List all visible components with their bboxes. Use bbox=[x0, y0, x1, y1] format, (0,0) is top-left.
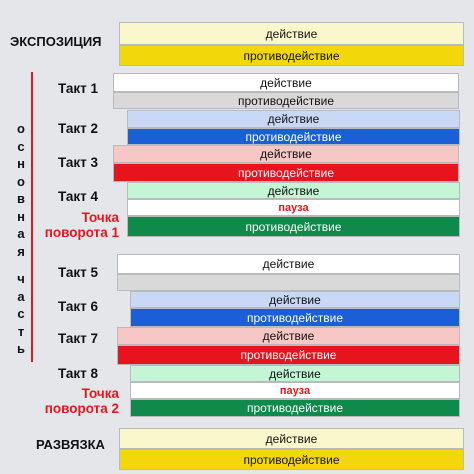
takt-3-action-bar: действие bbox=[113, 145, 459, 163]
takt-8-action-bar: действие bbox=[130, 365, 460, 382]
takt-5-action-bar: действие bbox=[117, 254, 460, 274]
turning-point-1-pause-bar: пауза bbox=[127, 199, 460, 216]
takt-1-counteraction-bar: противодействие bbox=[113, 92, 459, 109]
takt-6-action-bar: действие bbox=[130, 291, 460, 308]
takt-2-action-bar: действие bbox=[127, 110, 460, 128]
takt-1-label: Такт 1 bbox=[58, 81, 99, 96]
main-part-bracket-line bbox=[31, 72, 33, 362]
takt-5-label: Такт 5 bbox=[58, 265, 99, 280]
takt-6-counteraction-bar: противодействие bbox=[130, 308, 460, 327]
denouement-counteraction-bar: противодействие bbox=[119, 449, 464, 470]
takt-1-action-bar: действие bbox=[113, 73, 459, 92]
exposition-counteraction-bar: противодействие bbox=[119, 45, 464, 66]
takt-2-label: Такт 2 bbox=[58, 121, 99, 136]
takt-5-counteraction-bar bbox=[117, 274, 460, 291]
takt-4-label: Такт 4 bbox=[58, 189, 99, 204]
takt-7-counteraction-bar: противодействие bbox=[117, 345, 460, 365]
section-exposition-label: ЭКСПОЗИЦИЯ bbox=[10, 34, 102, 49]
takt-4-action-bar: действие bbox=[127, 182, 460, 199]
takt-4-counteraction-bar: противодействие bbox=[127, 216, 460, 237]
takt-8-label: Такт 8 bbox=[58, 366, 99, 381]
denouement-action-bar: действие bbox=[119, 428, 464, 449]
takt-7-label: Такт 7 bbox=[58, 331, 99, 346]
turning-point-1-label: Точка поворота 1 bbox=[44, 210, 119, 240]
exposition-action-bar: действие bbox=[119, 22, 464, 45]
main-part-vertical-label: о с н о в н а я ч а с т ь bbox=[17, 121, 25, 356]
turning-point-2-pause-bar: пауза bbox=[130, 382, 460, 399]
section-denouement-label: РАЗВЯЗКА bbox=[36, 437, 105, 452]
takt-2-counteraction-bar: противодействие bbox=[127, 128, 460, 145]
takt-6-label: Такт 6 bbox=[58, 299, 99, 314]
takt-7-action-bar: действие bbox=[117, 327, 460, 345]
turning-point-2-label: Точка поворота 2 bbox=[44, 386, 119, 416]
takt-3-label: Такт 3 bbox=[58, 155, 99, 170]
takt-8-counteraction-bar: противодействие bbox=[130, 399, 460, 417]
takt-3-counteraction-bar: противодействие bbox=[113, 163, 459, 182]
